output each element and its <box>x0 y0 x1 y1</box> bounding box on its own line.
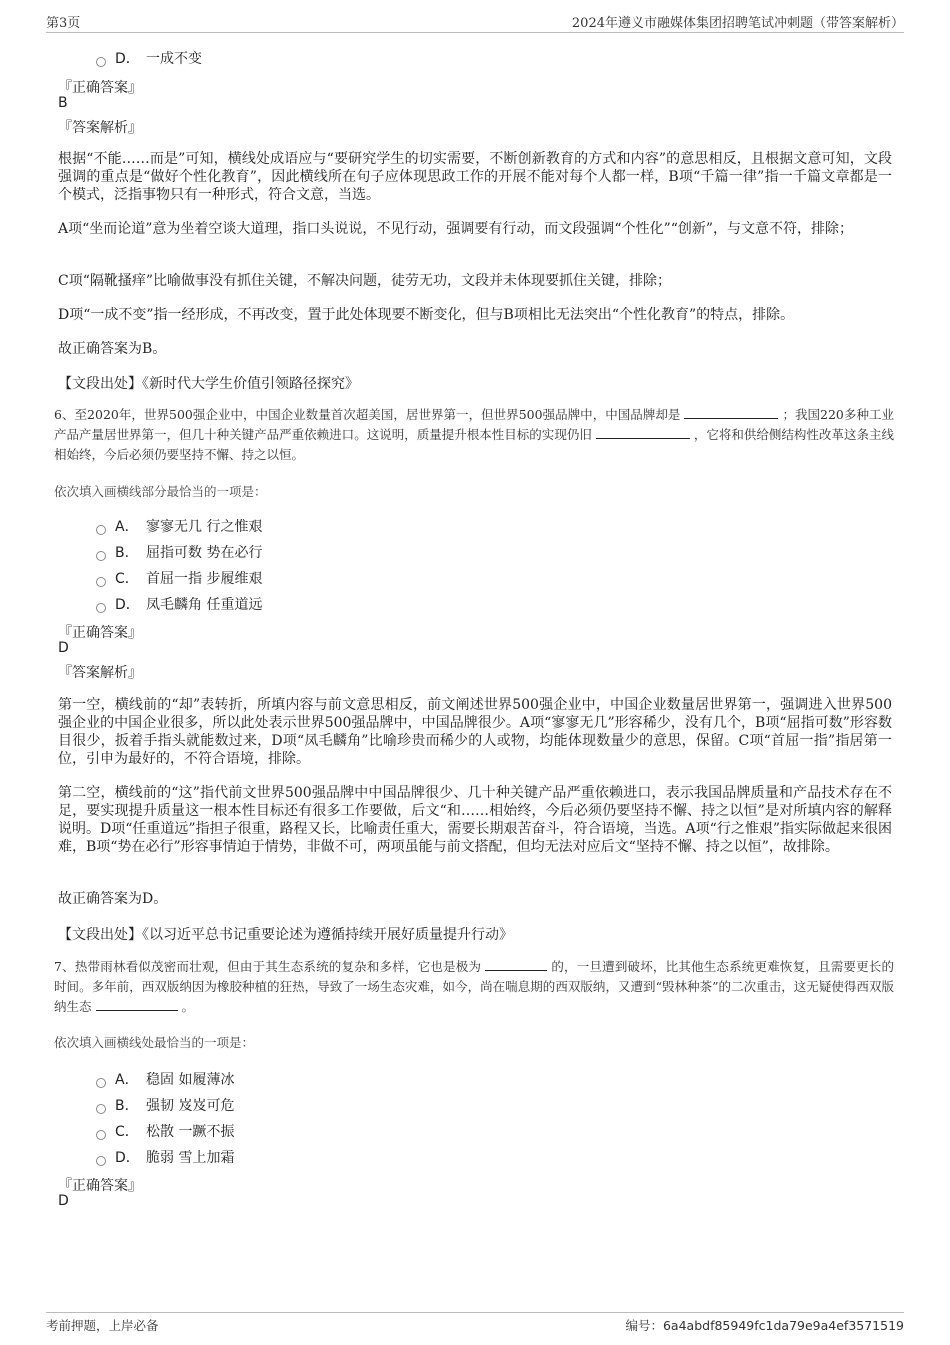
q7-option-d[interactable]: D． 脆弱 雪上加霜 <box>96 1147 234 1167</box>
q6-question: 6、至2020年，世界500强企业中，中国企业数量首次超美国，居世界第一，但世界500强品牌中，中国品牌却是 ；我国220多种工业产品产量居世界第一，但几十种关键产品严重依赖进口。这说明，质量提升根本性目标的实现仍旧 ，它将和供给侧结构性改革这条主线相始终，今后必须仍要坚持不懈、持之以恒。 <box>54 407 895 462</box>
q6-conclusion: 故正确答案为D。 <box>58 891 168 907</box>
q6-option-a[interactable]: A． 寥寥无几 行之惟艰 <box>96 516 262 536</box>
q5-analysis-para: D项“一成不变”指一经形成，不再改变，置于此处体现要不断变化，但与B项相比无法突出“个性化教育”的特点，排除。 <box>58 307 795 323</box>
radio-icon[interactable] <box>96 551 106 561</box>
footer-code: 编号：6a4abdf85949fc1da79e9a4ef3571519 <box>625 1318 904 1333</box>
q6-option-d[interactable]: D． 凤毛麟角 任重道远 <box>96 594 262 614</box>
page-footer <box>46 1312 904 1335</box>
radio-icon[interactable] <box>96 1156 106 1166</box>
radio-icon[interactable] <box>96 603 106 613</box>
page-header <box>46 12 904 33</box>
fill-blank <box>485 958 547 971</box>
q6-instruction: 依次填入画横线部分最恰当的一项是： <box>54 484 267 499</box>
q5-answer-value: B <box>58 95 68 111</box>
document-title: 2024年遵义市融媒体集团招聘笔试冲刺题（带答案解析） <box>571 16 904 31</box>
q5-source: 【文段出处】《新时代大学生价值引领路径探究》 <box>58 376 359 392</box>
q6-analysis-label: 『答案解析』 <box>58 665 142 681</box>
fill-blank <box>596 426 690 439</box>
q7-instruction: 依次填入画横线处最恰当的一项是： <box>54 1035 255 1050</box>
radio-icon[interactable] <box>96 1104 106 1114</box>
q6-analysis-para: 第一空，横线前的“却”表转折，所填内容与前文意思相反，前文阐述世界500强企业中，中国企业数量居世界第一，强调进入世界500强企业的中国企业很多，所以此处表示世界500强品牌中，中国品牌很少。A项“寥寥无几”形容稀少，没有几个，B项“屈指可数”形容数目很少，扳着手指头就能数过来，D项“凤毛麟角”比喻珍贵而稀少的人或物，均能体现数量少的意思，保留。C项“首屈一指”指居第一位，引申为最好的，不符合语境，排除。 <box>58 697 892 767</box>
fill-blank <box>96 998 178 1011</box>
q5-analysis-para: C项“隔靴搔痒”比喻做事没有抓住关键，不解决问题，徒劳无功，文段并未体现要抓住关键，排除； <box>58 273 672 289</box>
q7-question: 7、热带雨林看似茂密而壮观，但由于其生态系统的复杂和多样，它也是极为 的，一旦遭到破坏，比其他生态系统更难恢复，且需要更长的时间。多年前，西双版纳因为橡胶种植的狂热，导致了一场生态灾难，如今，尚在喘息期的西双版纳，又遭到“毁林种茶”的二次重击，这无疑使得西双版纳生态 。 <box>54 959 894 1014</box>
q6-analysis-para: 第二空，横线前的“这”指代前文世界500强品牌中中国品牌很少、几十种关键产品严重依赖进口，表示我国品牌质量和产品技术存在不足，要实现提升质量这一根本性目标还有很多工作要做，后文“和……相始终，今后必须仍要坚持不懈、持之以恒”是对所填内容的解释说明。D项“任重道远”指担子很重，路程又长，比喻责任重大，需要长期艰苦奋斗，符合语境，当选。A项“行之惟艰”指实际做起来很困难，B项“势在必行”形容事情迫于情势，非做不可，两项虽能与前文搭配，但均无法对应后文“坚持不懈、持之以恒”，故排除。 <box>58 785 892 855</box>
q7-option-c[interactable]: C． 松散 一蹶不振 <box>96 1121 234 1141</box>
q5-conclusion: 故正确答案为B。 <box>58 341 167 357</box>
q7-answer-value: D <box>58 1193 69 1209</box>
q5-analysis-para: 根据“不能……而是”可知，横线处成语应与“要研究学生的切实需要，不断创新教育的方式和内容”的意思相反，且根据文意可知，文段强调的重点是“做好个性化教育”，因此横线所在句子应体现思政工作的开展不能对每个人都一样，B项“千篇一律”指一千篇文章都是一个模式，泛指事物只有一种形式，符合文意，当选。 <box>58 151 892 203</box>
q7-option-b[interactable]: B． 强韧 岌岌可危 <box>96 1095 234 1115</box>
q6-answer-label: 『正确答案』 <box>58 625 142 641</box>
radio-icon[interactable] <box>96 525 106 535</box>
q6-answer-value: D <box>58 640 69 656</box>
page-number: 第3页 <box>46 16 81 31</box>
radio-icon[interactable] <box>96 1130 106 1140</box>
q5-analysis-label: 『答案解析』 <box>58 120 142 136</box>
radio-icon[interactable] <box>96 57 106 67</box>
q5-option-d[interactable]: D． 一成不变 <box>96 48 202 68</box>
fill-blank <box>684 406 778 419</box>
radio-icon[interactable] <box>96 1078 106 1088</box>
q7-answer-label: 『正确答案』 <box>58 1178 142 1194</box>
q5-analysis-para: A项“坐而论道”意为坐着空谈大道理，指口头说说，不见行动，强调要有行动，而文段强调“个性化”“创新”，与文意不符，排除； <box>58 221 854 237</box>
footer-slogan: 考前押题，上岸必备 <box>46 1318 159 1333</box>
radio-icon[interactable] <box>96 577 106 587</box>
q6-source: 【文段出处】《以习近平总书记重要论述为遵循持续开展好质量提升行动》 <box>58 927 513 943</box>
q6-option-c[interactable]: C． 首屈一指 步履维艰 <box>96 568 262 588</box>
q7-option-a[interactable]: A． 稳固 如履薄冰 <box>96 1069 234 1089</box>
q6-option-b[interactable]: B． 屈指可数 势在必行 <box>96 542 262 562</box>
q5-answer-label: 『正确答案』 <box>58 80 142 96</box>
